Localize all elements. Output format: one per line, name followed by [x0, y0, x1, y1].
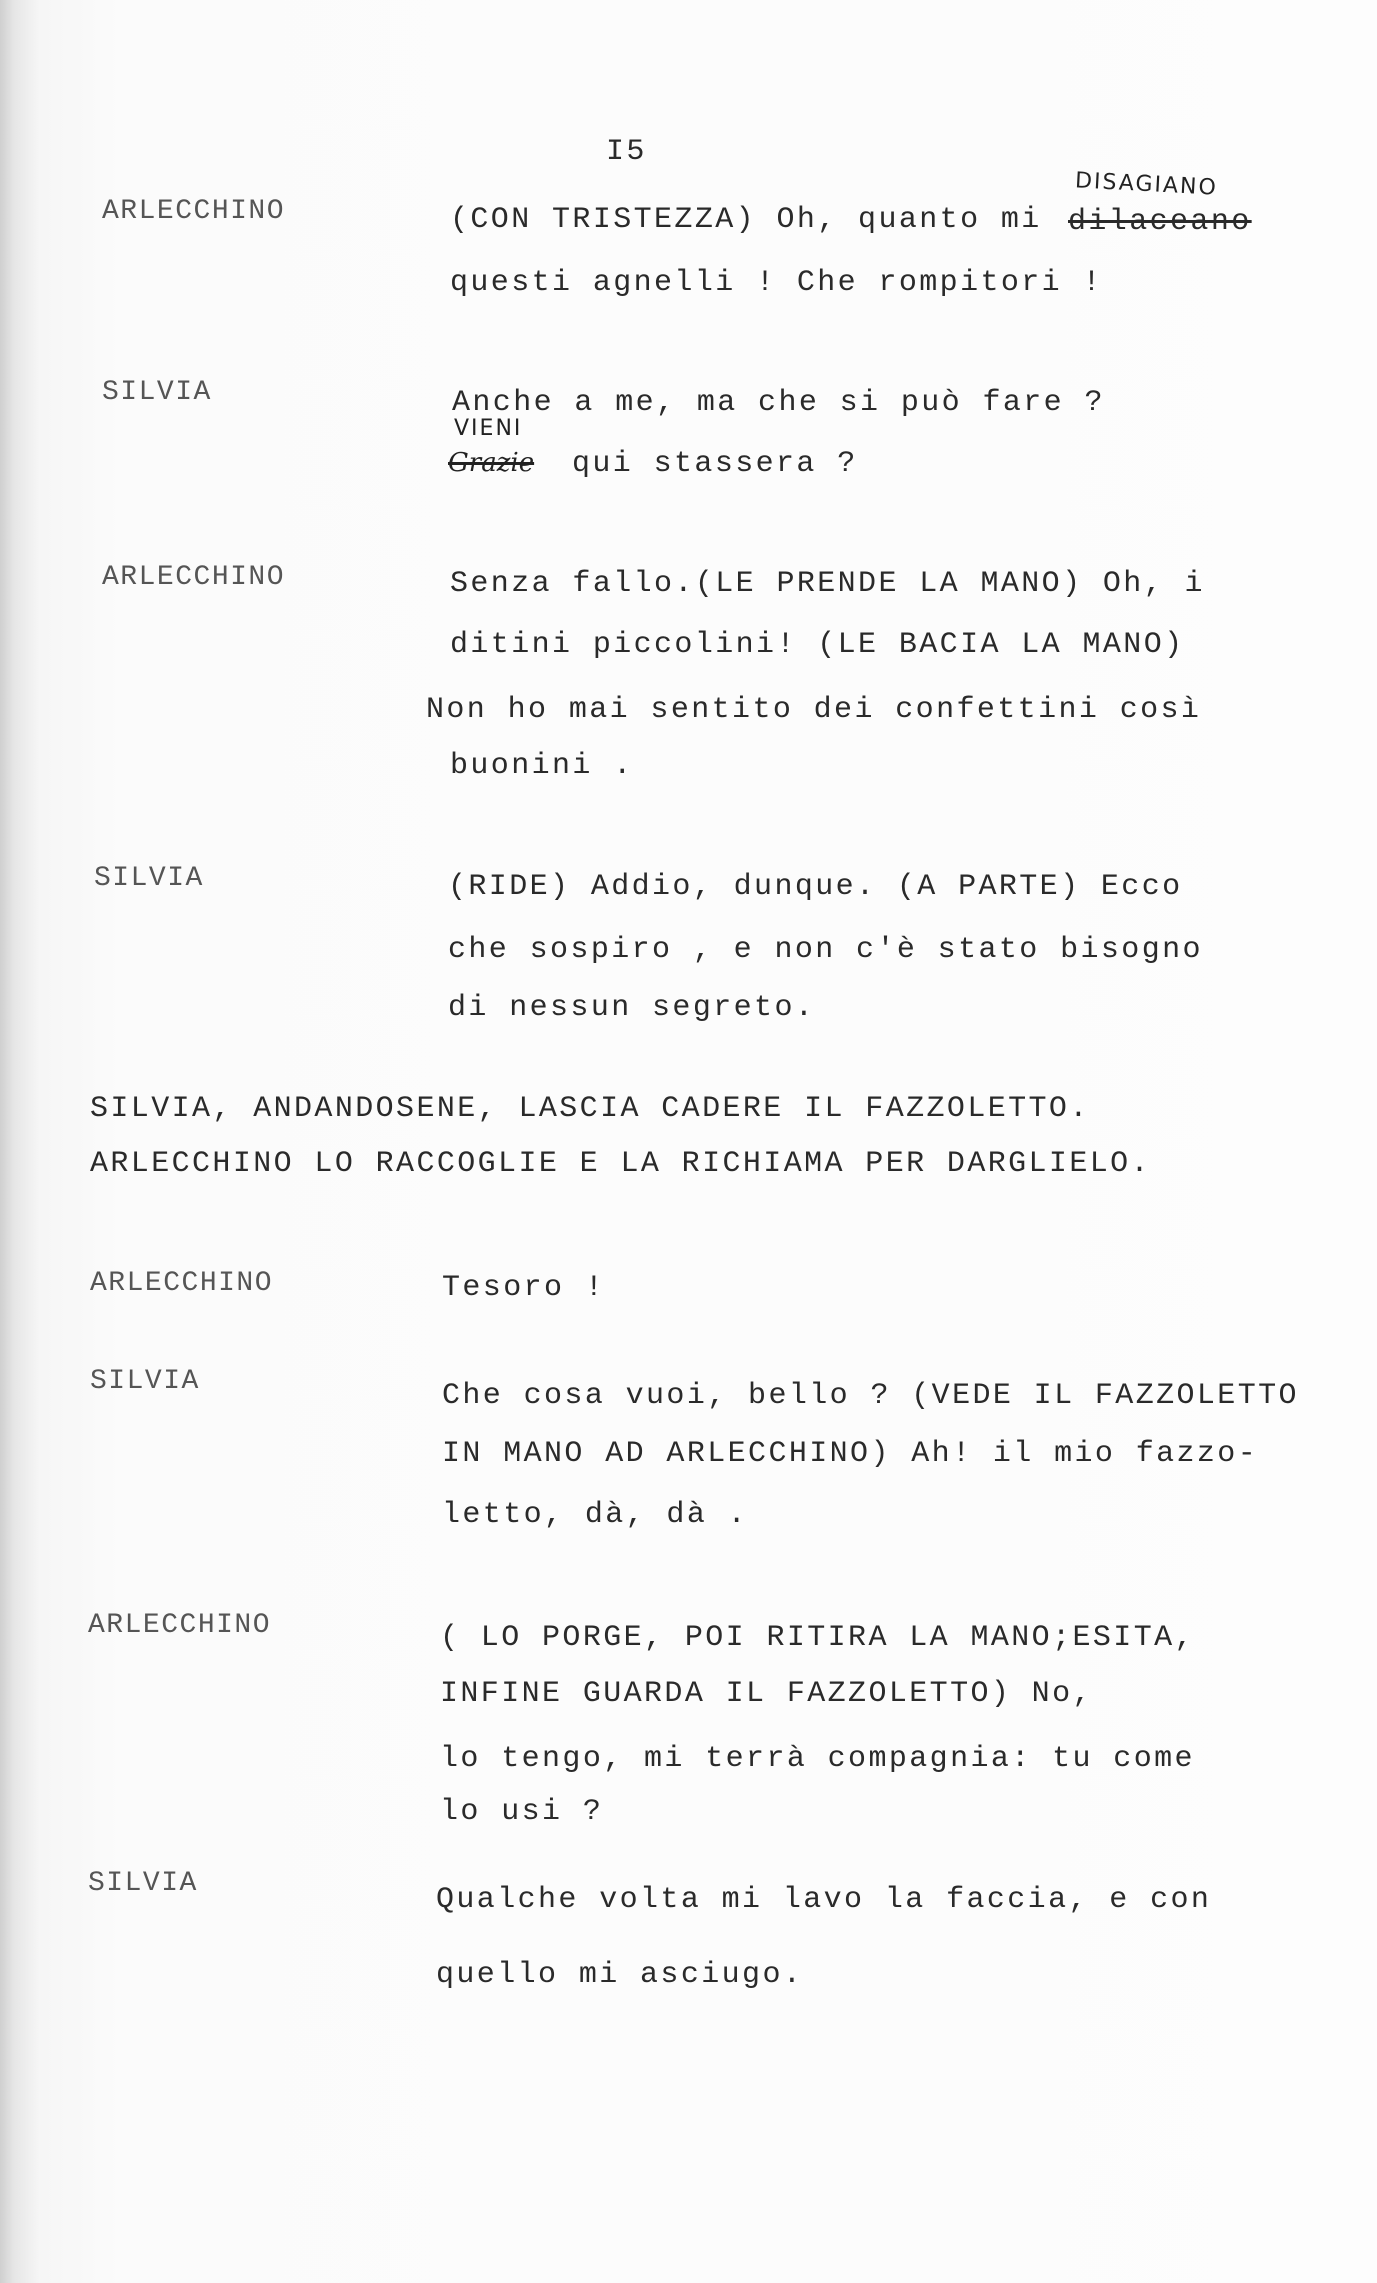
dialogue-line: IN MANO AD ARLECCHINO) Ah! il mio fazzo- [442, 1437, 1259, 1471]
dialogue-line: Non ho mai sentito dei confettini così [426, 693, 1202, 727]
dialogue-line: letto, dà, dà . [442, 1498, 749, 1532]
dialogue-line: (CON TRISTEZZA) Oh, quanto mi [450, 203, 1042, 237]
struck-word: dilaceano [1068, 205, 1252, 239]
speaker-name: ARLECCHINO [102, 562, 286, 593]
dialogue-line: qui stassera ? [572, 447, 858, 481]
speaker-name: SILVIA [88, 1868, 198, 1899]
dialogue-line: Qualche volta mi lavo la faccia, e con [436, 1883, 1212, 1917]
speaker-name: ARLECCHINO [88, 1610, 272, 1641]
speaker-name: ARLECCHINO [102, 196, 286, 227]
dialogue-line: Senza fallo.(LE PRENDE LA MANO) Oh, i [450, 567, 1205, 601]
struck-word: Grazie [448, 448, 535, 478]
stage-direction: SILVIA, ANDANDOSENE, LASCIA CADERE IL FAZZOLETTO. [90, 1092, 1090, 1126]
dialogue-line: questi agnelli ! Che rompitori ! [450, 266, 1103, 300]
dialogue-line: lo usi ? [440, 1795, 604, 1829]
speaker-name: SILVIA [102, 377, 212, 408]
dialogue-line: ( LO PORGE, POI RITIRA LA MANO;ESITA, [440, 1621, 1195, 1655]
dialogue-line: Che cosa vuoi, bello ? (VEDE IL FAZZOLETTO [442, 1379, 1299, 1413]
handwritten-correction: VIENI [454, 416, 523, 441]
dialogue-line: Tesoro ! [442, 1271, 606, 1305]
dialogue-line: INFINE GUARDA IL FAZZOLETTO) No, [440, 1677, 1093, 1711]
page-number: I5 [606, 135, 647, 169]
speaker-name: ARLECCHINO [90, 1268, 274, 1299]
stage-direction: ARLECCHINO LO RACCOGLIE E LA RICHIAMA PER DARGLIELO. [90, 1147, 1151, 1181]
dialogue-line: ditini piccolini! (LE BACIA LA MANO) [450, 628, 1185, 662]
dialogue-line: che sospiro , e non c'è stato bisogno [448, 933, 1203, 967]
speaker-name: SILVIA [90, 1366, 200, 1397]
dialogue-line: buonini . [450, 749, 634, 783]
dialogue-line: di nessun segreto. [448, 991, 816, 1025]
dialogue-line: Anche a me, ma che si può fare ? [452, 386, 1105, 420]
dialogue-line: (RIDE) Addio, dunque. (A PARTE) Ecco [448, 870, 1183, 904]
handwritten-correction: DISAGIANO [1074, 168, 1219, 201]
speaker-name: SILVIA [94, 863, 204, 894]
dialogue-line: lo tengo, mi terrà compagnia: tu come [440, 1742, 1195, 1776]
dialogue-line: quello mi asciugo. [436, 1958, 804, 1992]
